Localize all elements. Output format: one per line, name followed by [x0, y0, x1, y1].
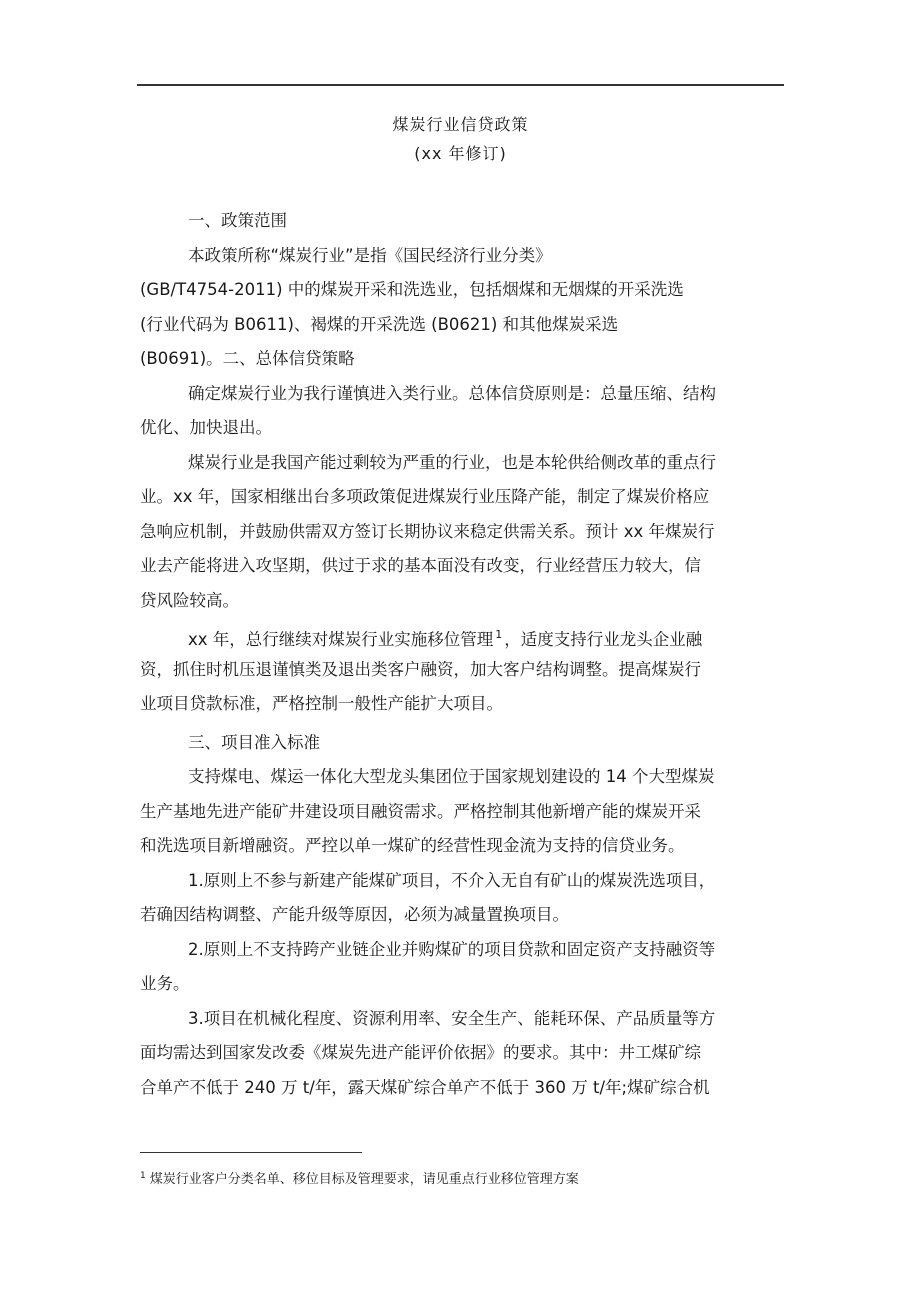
paragraph-line: 业。xx 年，国家相继出台多项政策促进煤炭行业压降产能，制定了煤炭价格应: [140, 487, 710, 506]
document-subtitle: (xx 年修订): [414, 144, 507, 163]
document-body: [140, 204, 784, 1105]
paragraph-line: (行业代码为 B0611)、褐煤的开采洗选 (B0621) 和其他煤炭采选: [140, 314, 619, 334]
document-title: 煤炭行业信贷政策: [392, 115, 529, 134]
paragraph-line: 急响应机制，并鼓励供需双方签订长期协议来稳定供需关系。预计 xx 年煤炭行: [140, 521, 715, 541]
paragraph-line: (B0691)。二、总体信贷策略: [140, 349, 355, 368]
paragraph-line: 业去产能将进入攻坚期，供过于求的基本面没有改变，行业经营压力较大，信: [140, 556, 701, 575]
paragraph-line: 本政策所称“煤炭行业”是指《国民经济行业分类》: [188, 245, 552, 265]
paragraph-line: 业项目贷款标准，严格控制一般性产能扩大项目。: [140, 694, 503, 713]
section-heading-criteria: 三、项目准入标准: [188, 732, 320, 752]
section-heading-scope: 一、政策范围: [188, 211, 287, 230]
paragraph-line: (GB/T4754-2011) 中的煤炭开采和洗选业，包括烟煤和无烟煤的开采洗选: [140, 280, 684, 299]
paragraph-line: 和洗选项目新增融资。严控以单一煤矿的经营性现金流为支持的信贷业务。: [140, 836, 685, 855]
list-item-line: 2.原则上不支持跨产业链企业并购煤矿的项目贷款和固定资产支持融资等: [188, 939, 716, 959]
paragraph-line: 支持煤电、煤运一体化大型龙头集团位于国家规划建设的 14 个大型煤炭: [188, 767, 715, 786]
footnote-rule: [140, 1152, 362, 1153]
list-item-line: 1.原则上不参与新建产能煤矿项目，不介入无自有矿山的煤炭洗选项目，: [188, 870, 716, 890]
paragraph-line: 煤炭行业是我国产能过剩较为严重的行业，也是本轮供给侧改革的重点行: [188, 452, 716, 472]
paragraph-line: 资，抓住时机压退谨慎类及退出类客户融资，加大客户结构调整。提高煤炭行: [140, 659, 701, 679]
paragraph-line: 贷风险较高。: [140, 590, 239, 610]
list-item-line: 合单产不低于 240 万 t/年，露天煤矿综合单产不低于 360 万 t/年;煤矿综合机: [140, 1077, 710, 1097]
paragraph-line: 优化、加快退出。: [140, 418, 272, 437]
footnote: [140, 1168, 579, 1187]
header-rule: [137, 84, 784, 86]
list-item-line: 业务。: [140, 974, 190, 993]
paragraph-line: 生产基地先进产能矿井建设项目融资需求。严格控制其他新增产能的煤炭开采: [140, 801, 701, 821]
list-item-line: 若确因结构调整、产能升级等原因，必须为减量置换项目。: [140, 905, 569, 924]
paragraph-text: xx 年，总行继续对煤炭行业实施移位管理: [188, 630, 494, 649]
footnote-mark: 1: [140, 1171, 146, 1181]
footnote-text: 煤炭行业客户分类名单、移位目标及管理要求，请见重点行业移位管理方案: [149, 1172, 579, 1187]
list-item-line: 3.项目在机械化程度、资源利用率、安全生产、能耗环保、产品质量等方: [188, 1008, 716, 1028]
paragraph-text: ，适度支持行业龙头企业融: [504, 630, 703, 649]
paragraph-line: [140, 618, 784, 653]
paragraph-line: 确定煤炭行业为我行谨慎进入类行业。总体信贷原则是：总量压缩、结构: [188, 383, 716, 403]
footnote-reference[interactable]: 1: [495, 628, 503, 641]
list-item-line: 面均需达到国家发改委《煤炭先进产能评价依据》的要求。其中：井工煤矿综: [140, 1043, 701, 1062]
